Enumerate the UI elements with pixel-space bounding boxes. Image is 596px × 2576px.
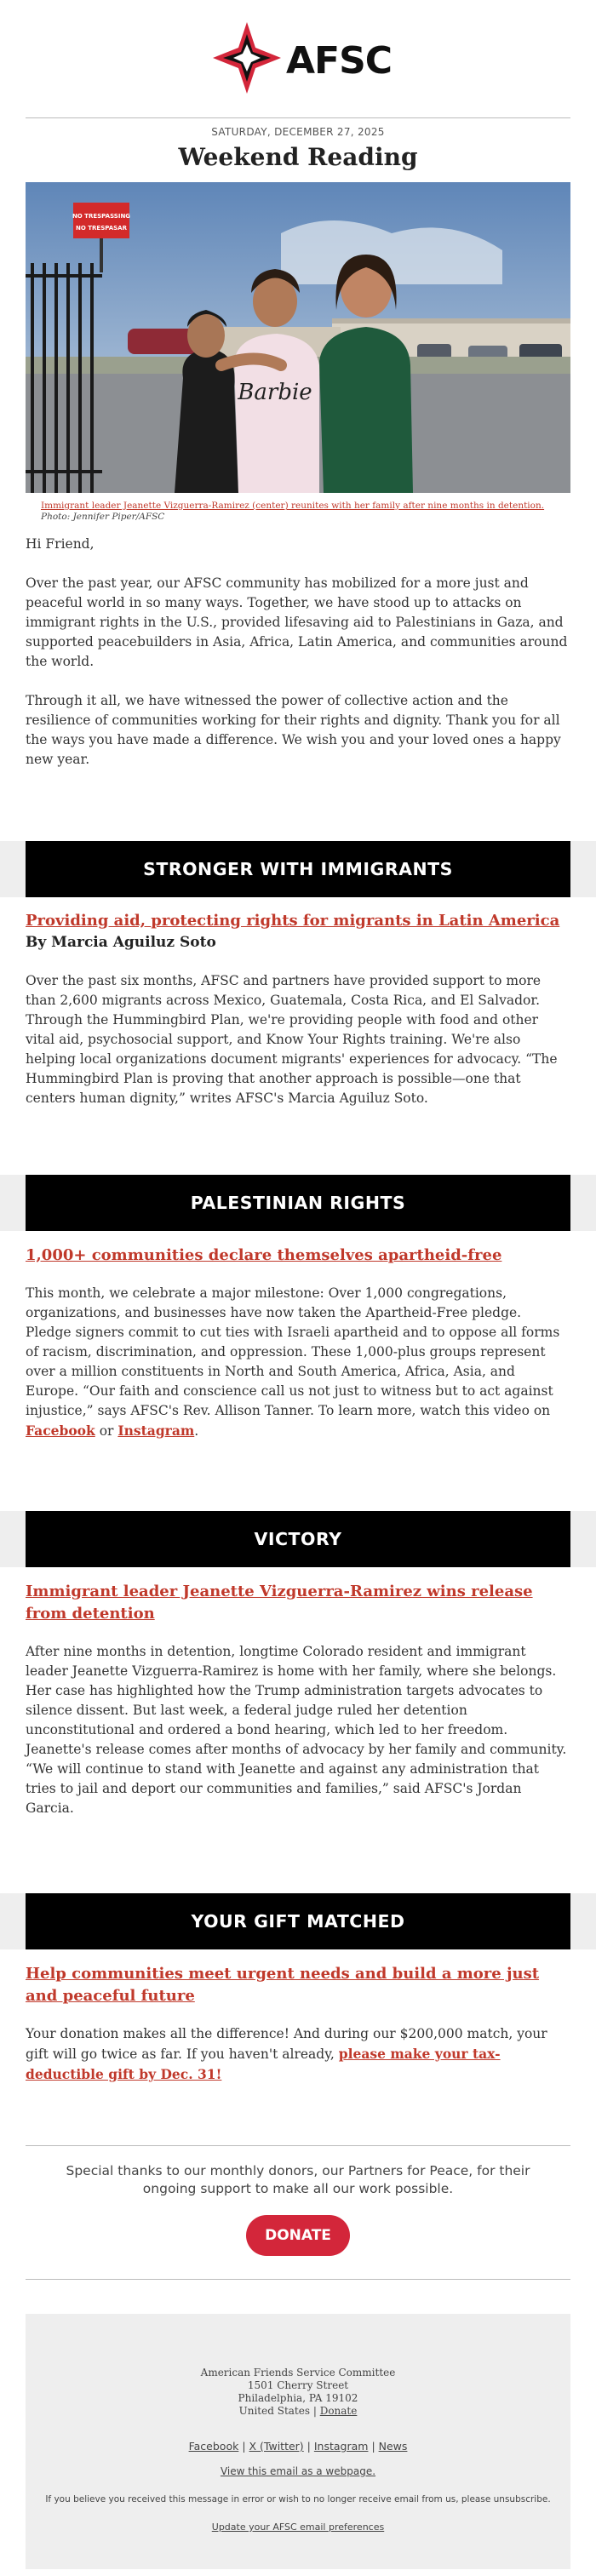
afsc-logo[interactable] xyxy=(213,15,393,100)
caption-link[interactable]: Immigrant leader Jeanette Vizguerra-Ramirez (center) reunites with her family after nine months in detention. xyxy=(41,501,545,511)
divider xyxy=(26,2279,570,2280)
donate-button[interactable]: DONATE xyxy=(246,2215,350,2256)
photo-caption xyxy=(41,501,569,523)
view-as-webpage-link[interactable]: View this email as a webpage. xyxy=(220,2465,376,2477)
star-icon xyxy=(213,15,281,100)
issue-date: SATURDAY, DECEMBER 27, 2025 xyxy=(211,126,385,138)
thanks-message: Special thanks to our monthly donors, our Partners for Peace, for their ongoing support to make all our work possible. xyxy=(66,2163,530,2196)
divider xyxy=(26,117,570,118)
gift-headline-link[interactable]: Help communities meet urgent needs and build a more just and peaceful future xyxy=(26,1965,540,2005)
footer-x-link[interactable]: X (Twitter) xyxy=(249,2440,304,2453)
footer-org: American Friends Service Committee xyxy=(200,2367,396,2379)
shirt-text: Barbie xyxy=(238,380,312,405)
intro xyxy=(26,535,570,770)
gift-body-text: Your donation makes all the difference! And during our $200,000 match, your gift will go twice as far. If you haven't already, xyxy=(26,2026,547,2062)
section-immigrants xyxy=(26,910,570,1108)
intro-paragraph-2: Through it all, we have witnessed the power of collective action and the resilience of communities working for their rights and dignity. Thank you for all the ways you have made a difference. We wish you and your loved ones a happy new year. xyxy=(26,693,561,767)
hero-photo xyxy=(26,182,570,493)
footer-facebook-link[interactable]: Facebook xyxy=(188,2440,239,2453)
footer xyxy=(26,2314,570,2569)
unsubscribe-note: If you believe you received this message in error or wish to no longer receive email from us, please unsubscribe. xyxy=(45,2494,551,2504)
footer-country: United States | xyxy=(238,2405,317,2417)
section-gift xyxy=(26,1963,570,2085)
logo-text: AFSC xyxy=(286,39,393,83)
section-header-gift: YOUR GIFT MATCHED xyxy=(26,1893,570,1949)
footer-social-links: Facebook | X (Twitter) | Instagram | News xyxy=(188,2440,408,2453)
immigrants-byline: By Marcia Aguiluz Soto xyxy=(26,934,216,951)
section-header-palestinian: PALESTINIAN RIGHTS xyxy=(26,1175,570,1231)
footer-donate-link[interactable]: Donate xyxy=(319,2405,358,2417)
facebook-link[interactable]: Facebook xyxy=(26,1423,95,1439)
section-victory xyxy=(26,1581,570,1818)
donate-cta-link[interactable]: please make your tax-deductible gift by Dec. 31! xyxy=(26,2046,501,2082)
page-title: Weekend Reading xyxy=(178,143,418,171)
instagram-link[interactable]: Instagram xyxy=(117,1423,195,1439)
sign-text-1: NO TRESPASSING xyxy=(72,213,131,220)
divider xyxy=(26,2145,570,2146)
footer-news-link[interactable]: News xyxy=(378,2440,408,2453)
intro-paragraph-1: Over the past year, our AFSC community has mobilized for a more just and peaceful world in so many ways. Together, we have stood up to attacks on immigrant rights in the U.S., provided lifesaving aid to Palestinians in Gaza, and supported peacebuilders in Asia, Africa, Latin America, and communities around the world. xyxy=(26,575,568,669)
section-header-victory: VICTORY xyxy=(26,1511,570,1567)
end-text: . xyxy=(194,1423,199,1439)
palestinian-body xyxy=(26,1284,570,1441)
family-photo-illustration xyxy=(26,182,570,493)
footer-city: Philadelphia, PA 19102 xyxy=(238,2392,358,2404)
greeting: Hi Friend, xyxy=(26,536,95,552)
footer-address xyxy=(26,2367,570,2418)
footer-instagram-link[interactable]: Instagram xyxy=(313,2440,369,2453)
section-header-immigrants: STRONGER WITH IMMIGRANTS xyxy=(26,841,570,897)
victory-headline-link[interactable]: Immigrant leader Jeanette Vizguerra-Ramirez wins release from detention xyxy=(26,1583,533,1623)
email-preferences-link[interactable]: Update your AFSC email preferences xyxy=(211,2522,385,2533)
immigrants-body: Over the past six months, AFSC and partners have provided support to more than 2,600 migrants across Mexico, Guatemala, Costa Rica, and El Salvador. Through the Hummingbird Plan, we're providing people with food and other vital aid, psychosocial support, and Know Your Rights training. We're also helping local organizations document migrants' experiences for advocacy. “The Hummingbird Plan is proving that another approach is possible—one that centers human dignity,” writes AFSC's Marcia Aguiluz Soto. xyxy=(26,973,558,1106)
or-text: or xyxy=(95,1423,118,1439)
palestinian-headline-link[interactable]: 1,000+ communities declare themselves apartheid-free xyxy=(26,1246,502,1264)
sign-text-2: NO TRESPASAR xyxy=(76,225,127,232)
victory-body: After nine months in detention, longtime Colorado resident and immigrant leader Jeanette Vizguerra-Ramirez is home with her family, where she belongs. Her case has highlighted how the Trump administration targets advocates to silence dissent. But last week, a federal judge ruled her detention unconstitutional and ordered a bond hearing, which led to her freedom. Jeanette's release comes after months of advocacy by her family and community. “We will continue to stand with Jeanette and against any administration that tries to jail and deport our communities and families,” said AFSC's Jordan Garcia. xyxy=(26,1644,567,1816)
section-palestinian xyxy=(26,1245,570,1441)
photo-credit: Photo: Jennifer Piper/AFSC xyxy=(41,512,165,522)
palestinian-body-text: This month, we celebrate a major milestone: Over 1,000 congregations, organizations, and businesses have now taken the Apartheid-Free pledge. Pledge signers commit to cut ties with Israeli apartheid and to oppose all forms of racism, discrimination, and oppression. These 1,000-plus groups represent over a million constituents in North and South America, Africa, Asia, and Europe. “Our faith and conscience call us not just to witness but to act against injustice,” says AFSC's Rev. Allison Tanner. To learn more, watch this video on xyxy=(26,1285,560,1418)
footer-street: 1501 Cherry Street xyxy=(247,2379,349,2391)
immigrants-headline-link[interactable]: Providing aid, protecting rights for migrants in Latin America xyxy=(26,912,560,930)
gift-body xyxy=(26,2024,570,2085)
